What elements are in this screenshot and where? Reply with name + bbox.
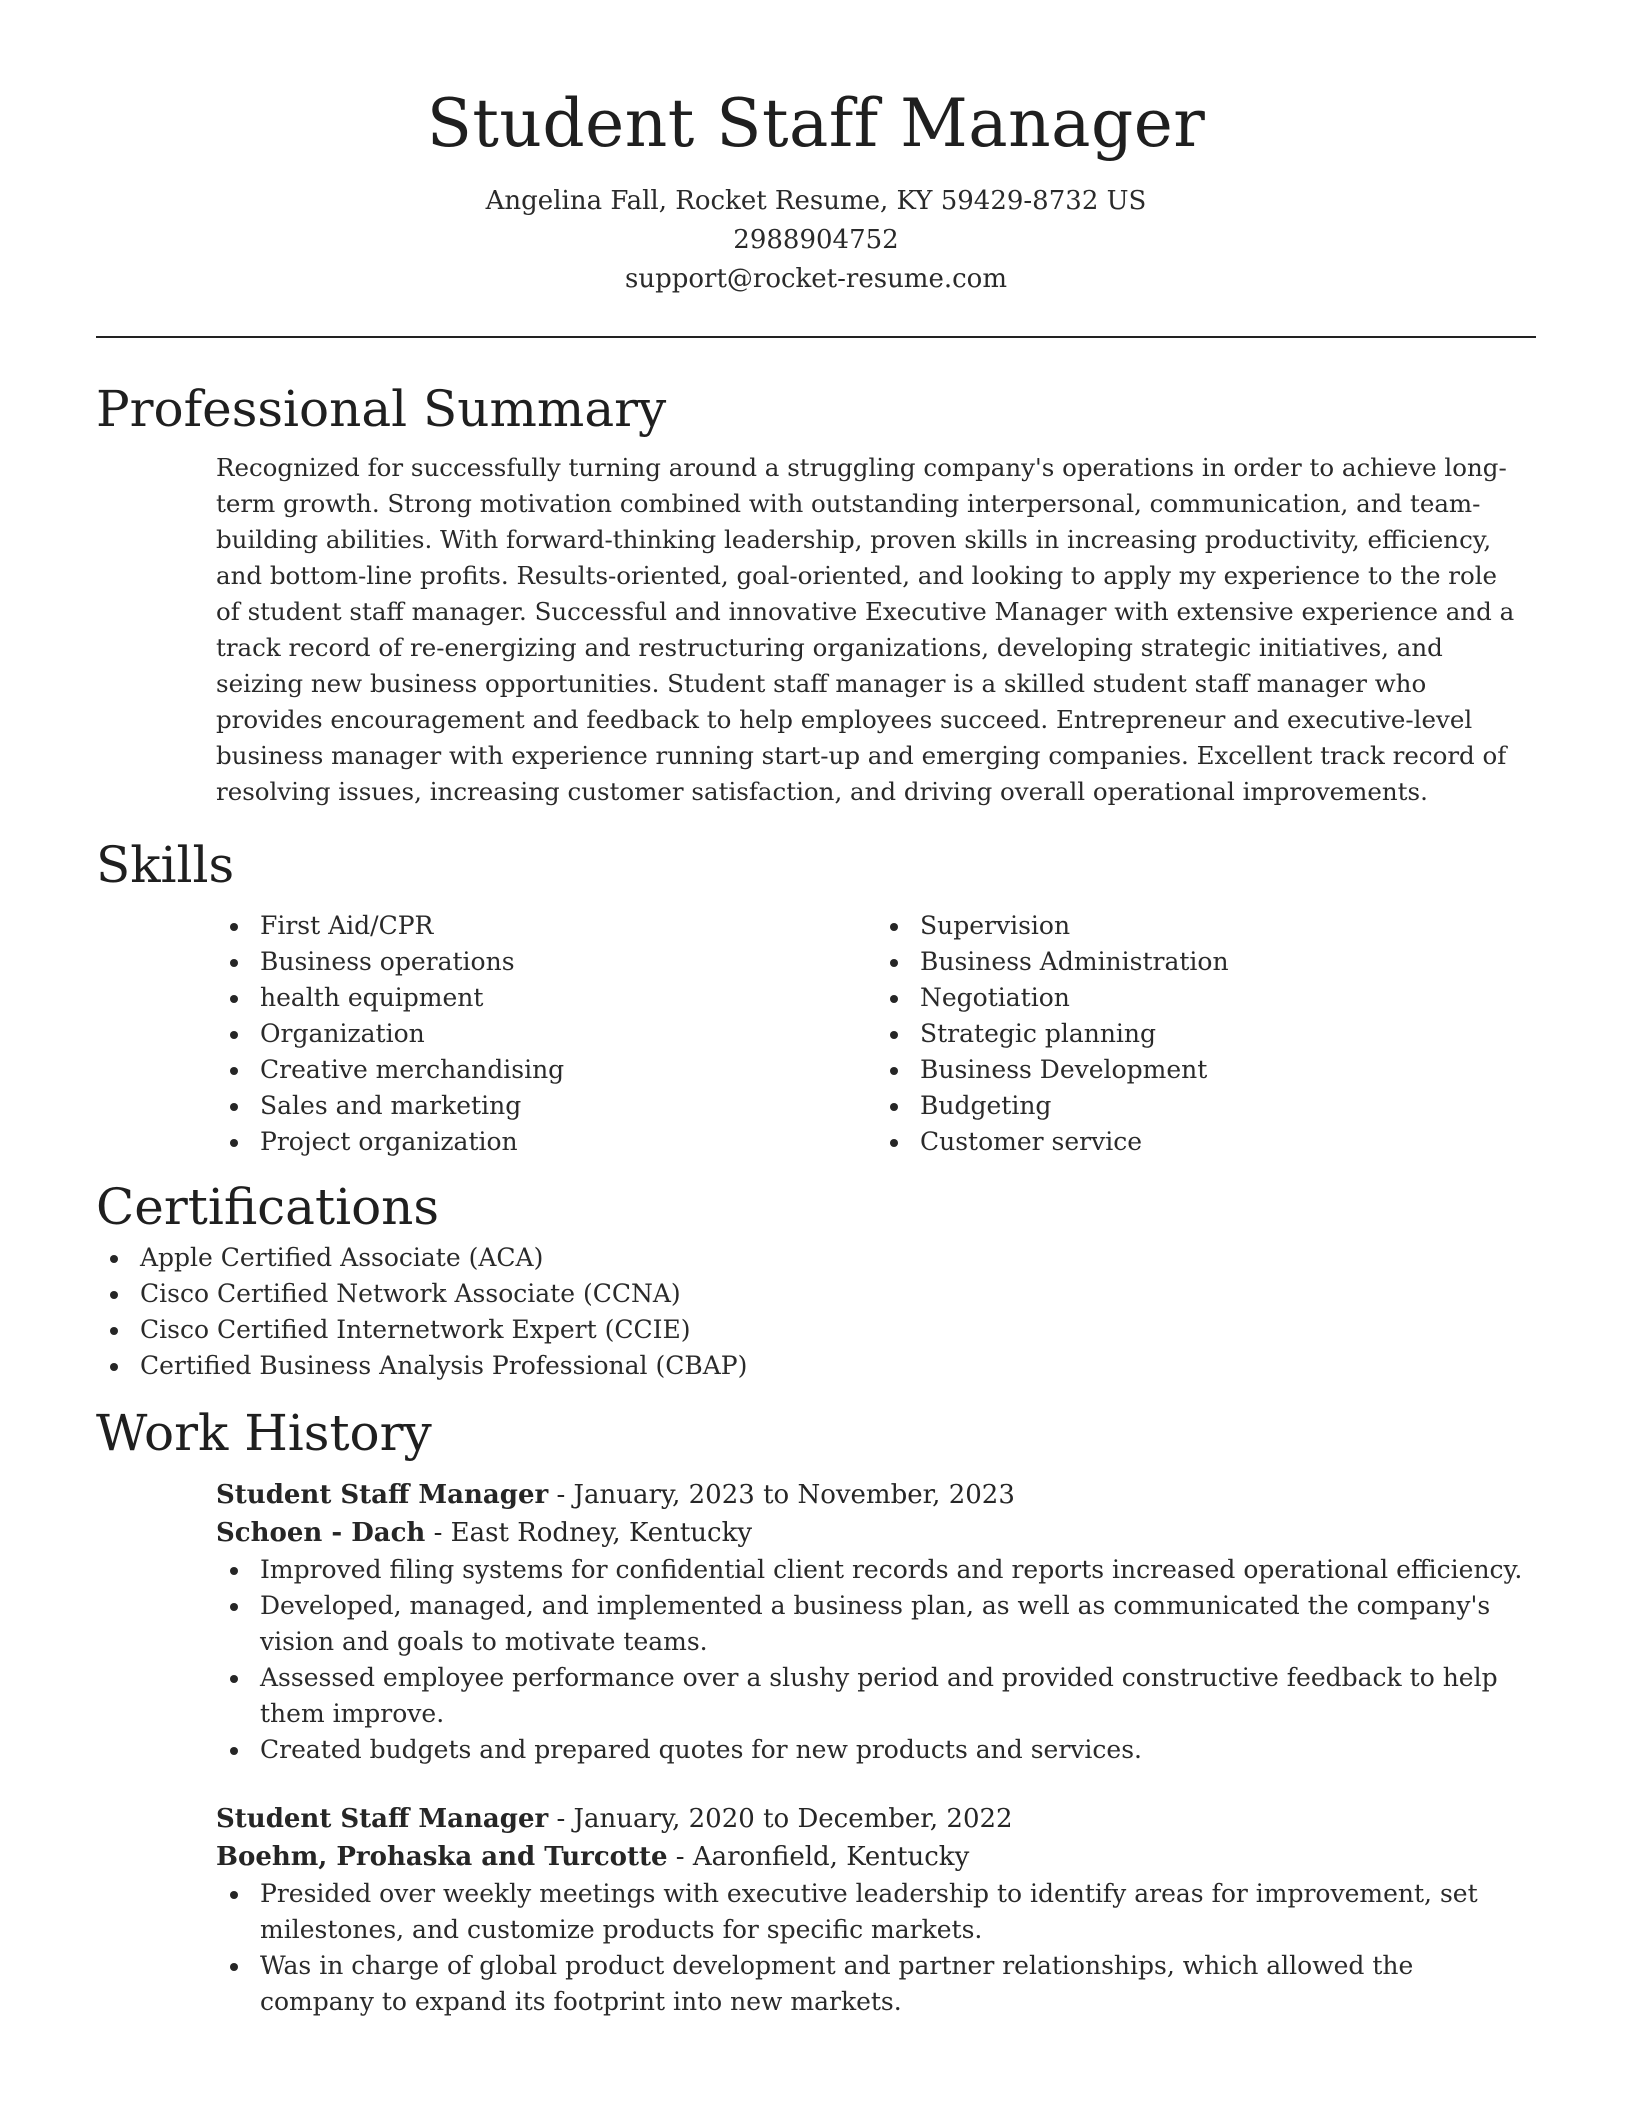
job-duty-item: Improved filing systems for confidential client records and reports increased operational efficiency.: [260, 1552, 1528, 1588]
job-duty-item: Assessed employee performance over a slushy period and provided constructive feedback to help them improve.: [260, 1660, 1528, 1732]
certifications-heading: Certifications: [96, 1178, 440, 1236]
job-title-line: Student Staff Manager - January, 2020 to December, 2022: [216, 1804, 1013, 1834]
resume-name: Student Staff Manager: [426, 85, 1206, 162]
contact-info: [96, 182, 1536, 299]
job-duty-item: Was in charge of global product development and partner relationships, which allowed the company to expand its footprint into new markets.: [260, 1948, 1528, 2020]
skill-item: Organization: [260, 1016, 876, 1052]
job-company: Boehm, Prohaska and Turcotte: [216, 1842, 668, 1872]
skill-item: Business Administration: [920, 944, 1536, 980]
job-location: East Rodney, Kentucky: [450, 1518, 753, 1548]
job-title: Student Staff Manager: [216, 1480, 549, 1510]
certification-item: Apple Certified Associate (ACA): [140, 1240, 1536, 1276]
skills-column-left: [216, 908, 876, 1160]
job-duty-item: Created budgets and prepared quotes for new products and services.: [260, 1732, 1528, 1768]
skills-column-right: [876, 908, 1536, 1160]
job-title: Student Staff Manager: [216, 1804, 549, 1834]
skill-item: Project organization: [260, 1124, 876, 1160]
certifications-list: [96, 1240, 1536, 1384]
skill-item: Negotiation: [920, 980, 1536, 1016]
job-title-line: Student Staff Manager - January, 2023 to November, 2023: [216, 1480, 1015, 1510]
job-duty-item: Developed, managed, and implemented a business plan, as well as communicated the company's vision and goals to motivate teams.: [260, 1588, 1528, 1660]
job-duties-list: [216, 1876, 1536, 2020]
certification-item: Certified Business Analysis Professional (CBAP): [140, 1348, 1536, 1384]
skills-grid: [216, 908, 1536, 1160]
skills-heading: Skills: [96, 836, 235, 894]
skill-item: Supervision: [920, 908, 1536, 944]
job-company: Schoen - Dach: [216, 1518, 426, 1548]
header-divider: [96, 336, 1536, 338]
skill-item: Business operations: [260, 944, 876, 980]
skill-item: Sales and marketing: [260, 1088, 876, 1124]
skill-item: First Aid/CPR: [260, 908, 876, 944]
certification-item: Cisco Certified Internetwork Expert (CCIE): [140, 1312, 1536, 1348]
job-location: Aaronfield, Kentucky: [692, 1842, 970, 1872]
work-history-heading: Work History: [96, 1404, 432, 1462]
job-duties-list: [216, 1552, 1536, 1768]
summary-text: Recognized for successfully turning around a struggling company's operations in order to achieve long-term growth. Strong motivation combined with outstanding interpersonal, communication, and team-building abilities. With forward-thinking leadership, proven skills in increasing productivity, efficiency, and bottom-line profits. Results-oriented, goal-oriented, and looking to apply my experience to the role of student staff manager. Successful and innovative Executive Manager with extensive experience and a track record of re-energizing and restructuring organizations, developing strategic initiatives, and seizing new business opportunities. Student staff manager is a skilled student staff manager who provides encouragement and feedback to help employees succeed. Entrepreneur and executive-level business manager with experience running start-up and emerging companies. Excellent track record of resolving issues, increasing customer satisfaction, and driving overall operational improvements.: [216, 453, 1515, 806]
contact-phone: 2988904752: [733, 225, 899, 255]
skill-item: Strategic planning: [920, 1016, 1536, 1052]
skill-item: Customer service: [920, 1124, 1536, 1160]
skill-item: health equipment: [260, 980, 876, 1016]
summary-section: [96, 376, 1536, 810]
job-company-line: Schoen - Dach - East Rodney, Kentucky: [216, 1518, 753, 1548]
contact-email: support@rocket-resume.com: [624, 264, 1007, 294]
job-duty-item: Presided over weekly meetings with executive leadership to identify areas for improvement, set milestones, and customize products for specific markets.: [260, 1876, 1528, 1948]
resume-page: [96, 0, 1536, 2020]
job-company-line: Boehm, Prohaska and Turcotte - Aaronfield, Kentucky: [216, 1842, 970, 1872]
contact-address: Angelina Fall, Rocket Resume, KY 59429-8732 US: [485, 186, 1147, 216]
work-history-section: [96, 1400, 1536, 2020]
skill-item: Business Development: [920, 1052, 1536, 1088]
skill-item: Budgeting: [920, 1088, 1536, 1124]
resume-header: [96, 0, 1536, 299]
summary-heading: Professional Summary: [96, 380, 667, 438]
job-entry: [216, 1800, 1536, 2020]
job-entry: [216, 1476, 1536, 1768]
certification-item: Cisco Certified Network Associate (CCNA): [140, 1276, 1536, 1312]
skills-section: [96, 832, 1536, 1160]
job-dates: January, 2023 to November, 2023: [573, 1480, 1015, 1510]
certifications-section: [96, 1174, 1536, 1384]
skill-item: Creative merchandising: [260, 1052, 876, 1088]
job-dates: January, 2020 to December, 2022: [573, 1804, 1013, 1834]
